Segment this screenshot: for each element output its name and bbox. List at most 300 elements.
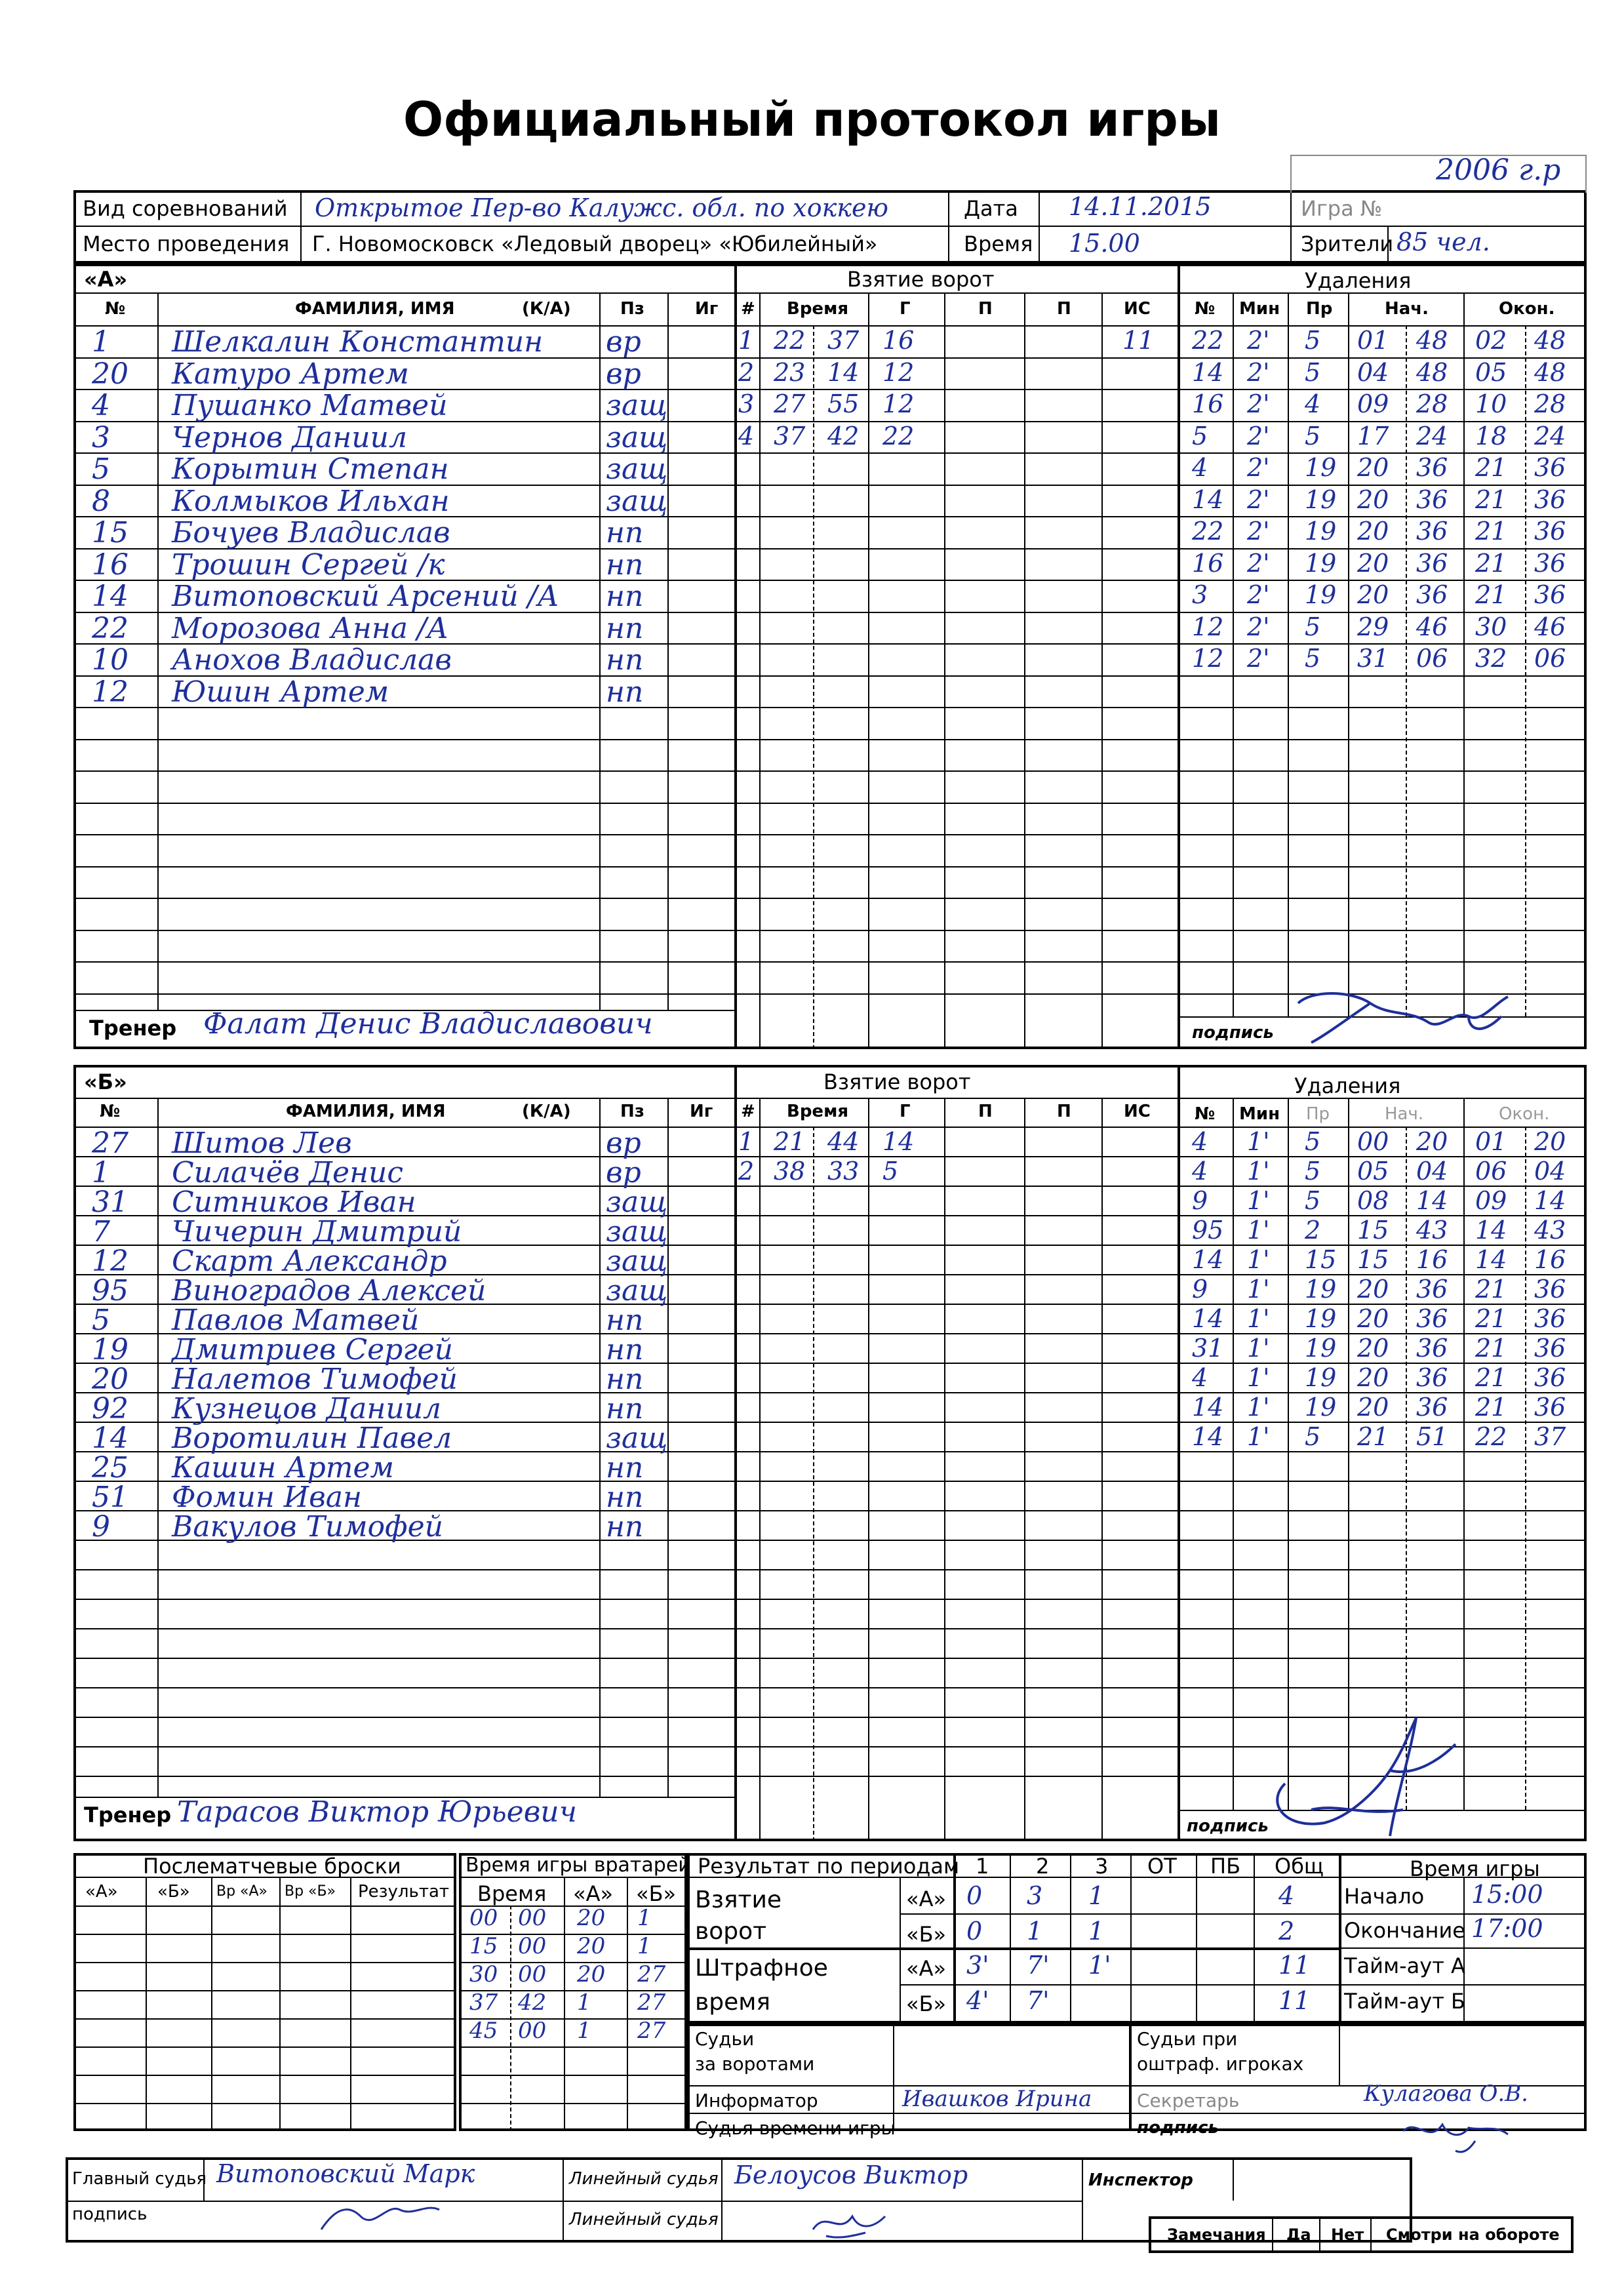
team_a-goal-scorer[interactable]: 16	[882, 326, 915, 355]
team_a-player-num[interactable]: 12	[92, 675, 129, 709]
team_a-penalty-reason[interactable]: 19	[1305, 580, 1337, 609]
team_a-penalty-reason[interactable]: 19	[1305, 485, 1337, 514]
team_b-penalty-start-min[interactable]: 08	[1357, 1186, 1389, 1215]
team_a-penalty-reason[interactable]: 19	[1305, 453, 1337, 482]
team_a-penalty-min[interactable]: 2'	[1247, 326, 1270, 355]
period-pen-a-value[interactable]: 7'	[1027, 1951, 1050, 1980]
team_b-penalty-end-min[interactable]: 22	[1475, 1422, 1507, 1451]
team_a-penalty-min[interactable]: 2'	[1247, 548, 1270, 578]
team_b-player-name[interactable]: Ситников Иван	[172, 1186, 416, 1219]
team_b-player-num[interactable]: 92	[92, 1392, 129, 1426]
team_a-penalty-end-min[interactable]: 21	[1475, 453, 1507, 482]
team_a-penalty-start-sec[interactable]: 48	[1416, 357, 1448, 387]
team_a-player-num[interactable]: 22	[92, 611, 129, 645]
team_a-player-name[interactable]: Корытин Степан	[172, 452, 449, 486]
period-goals-b-value[interactable]: 2	[1278, 1917, 1295, 1946]
team_a-penalty-end-min[interactable]: 21	[1475, 580, 1507, 609]
team_a-penalty-start-min[interactable]: 04	[1357, 357, 1389, 387]
competition-label: Вид соревнований	[83, 196, 288, 221]
team_a-player-num[interactable]: 5	[92, 452, 110, 486]
team_a-penalty-end-sec[interactable]: 46	[1534, 612, 1566, 641]
team_b-goal-min[interactable]: 38	[774, 1157, 806, 1186]
team_a-player-num[interactable]: 3	[92, 420, 110, 454]
team_b-penalty-num[interactable]: 4	[1192, 1127, 1208, 1156]
team_a-penalty-start-sec[interactable]: 24	[1416, 421, 1448, 450]
team_b-penalty-num[interactable]: 4	[1192, 1157, 1208, 1186]
team_a-player-name[interactable]: Трошин Сергей /к	[172, 548, 445, 582]
team_b-player-name[interactable]: Вакулов Тимофей	[172, 1510, 443, 1544]
team_b-penalty-end-sec[interactable]: 20	[1534, 1127, 1566, 1156]
team_b-penalty-start-min[interactable]: 20	[1357, 1275, 1389, 1304]
team_b-player-name[interactable]: Чичерин Дмитрий	[172, 1215, 462, 1248]
team_a-penalty-end-min[interactable]: 18	[1475, 421, 1507, 450]
team_b-player-pos[interactable]: вр	[606, 1156, 641, 1189]
team_b-penalty-reason[interactable]: 15	[1305, 1245, 1337, 1274]
team_b-penalty-num[interactable]: 9	[1192, 1275, 1208, 1304]
team_a-penalty-start-sec[interactable]: 48	[1416, 326, 1448, 355]
team_b-player-pos[interactable]: нп	[606, 1481, 644, 1514]
goalie-time-min[interactable]: 15	[469, 1933, 498, 1959]
team_a-penalty-end-min[interactable]: 21	[1475, 548, 1507, 578]
team_b-player-pos[interactable]: защ	[606, 1274, 668, 1307]
team_a-player-pos[interactable]: нп	[606, 643, 644, 677]
team_b-penalty-start-sec[interactable]: 36	[1416, 1363, 1448, 1392]
team_a-penalty-start-sec[interactable]: 36	[1416, 548, 1448, 578]
team_b-penalty-reason[interactable]: 2	[1305, 1216, 1321, 1245]
team_b-penalty-min[interactable]: 1'	[1247, 1334, 1270, 1363]
goalie-time-min[interactable]: 37	[469, 1989, 498, 2016]
team_a-goal-min[interactable]: 37	[774, 421, 806, 450]
team_b-player-name[interactable]: Налетов Тимофей	[172, 1363, 458, 1396]
team_b-penalty-end-min[interactable]: 21	[1475, 1334, 1507, 1363]
team_a-goal-n[interactable]: 3	[738, 389, 755, 418]
team_a-penalty-start-min[interactable]: 01	[1357, 326, 1389, 355]
team_b-penalty-min[interactable]: 1'	[1247, 1275, 1270, 1304]
team_b-penalty-end-sec[interactable]: 14	[1534, 1186, 1566, 1215]
team_b-goal-min[interactable]: 21	[774, 1127, 806, 1156]
team_b-penalty-num[interactable]: 14	[1192, 1393, 1224, 1422]
team_b-penalty-reason[interactable]: 19	[1305, 1393, 1337, 1422]
team_a-penalty-start-min[interactable]: 20	[1357, 548, 1389, 578]
team_b-penalty-start-min[interactable]: 15	[1357, 1245, 1389, 1274]
team_a-penalty-num[interactable]: 16	[1192, 389, 1224, 418]
team_b-penalty-min[interactable]: 1'	[1247, 1363, 1270, 1392]
team_a-goal-n[interactable]: 1	[738, 326, 755, 355]
team_b-penalty-start-min[interactable]: 15	[1357, 1216, 1389, 1245]
team_b-penalty-start-sec[interactable]: 36	[1416, 1304, 1448, 1333]
team_b-penalty-min[interactable]: 1'	[1247, 1186, 1270, 1215]
team_b-penalty-end-sec[interactable]: 36	[1534, 1334, 1566, 1363]
team_a-player-name[interactable]: Катуро Артем	[172, 357, 409, 391]
team_b-penalty-start-sec[interactable]: 04	[1416, 1157, 1448, 1186]
team_b-penalty-end-min[interactable]: 21	[1475, 1393, 1507, 1422]
team_a-penalty-start-min[interactable]: 31	[1357, 644, 1389, 673]
team_b-penalty-start-sec[interactable]: 51	[1416, 1422, 1448, 1451]
remarks-yes[interactable]: Да	[1286, 2225, 1311, 2244]
team_a-penalty-min[interactable]: 2'	[1247, 580, 1270, 609]
team_a-penalty-end-sec[interactable]: 36	[1534, 453, 1566, 482]
team_b-player-name[interactable]: Фомин Иван	[172, 1481, 362, 1514]
team_a-penalty-min[interactable]: 2'	[1247, 644, 1270, 673]
team_b-goal-sec[interactable]: 44	[827, 1127, 860, 1156]
team_a-penalty-min[interactable]: 2'	[1247, 612, 1270, 641]
goalie-time-sec[interactable]: 42	[518, 1989, 547, 2016]
team_a-penalty-start-min[interactable]: 29	[1357, 612, 1389, 641]
team_b-player-num[interactable]: 5	[92, 1304, 110, 1337]
team_a-penalty-min[interactable]: 2'	[1247, 517, 1270, 546]
team_b-penalty-num[interactable]: 31	[1192, 1334, 1224, 1363]
team_a-penalty-end-sec[interactable]: 36	[1534, 485, 1566, 514]
team_b-player-name[interactable]: Воротилин Павел	[172, 1422, 452, 1455]
team_b-player-name[interactable]: Кашин Артем	[172, 1451, 395, 1485]
team_b-goal-sec[interactable]: 33	[827, 1157, 860, 1186]
goalie-time-min[interactable]: 45	[469, 2018, 498, 2044]
goalie-b[interactable]: 27	[637, 1989, 666, 2016]
team_a-player-num[interactable]: 8	[92, 484, 110, 518]
team_a-player-name[interactable]: Шелкалин Константин	[172, 325, 544, 359]
team_a-goal-sec[interactable]: 14	[827, 357, 860, 387]
remarks-no[interactable]: Нет	[1331, 2225, 1364, 2244]
team_a-penalty-num[interactable]: 22	[1192, 326, 1224, 355]
team_b-penalty-end-sec[interactable]: 37	[1534, 1422, 1566, 1451]
team_b-penalty-min[interactable]: 1'	[1247, 1422, 1270, 1451]
team_b-penalty-end-sec[interactable]: 36	[1534, 1393, 1566, 1422]
team_b-player-num[interactable]: 7	[92, 1215, 110, 1248]
team_b-player-num[interactable]: 25	[92, 1451, 129, 1485]
team_a-player-pos[interactable]: вр	[606, 325, 641, 359]
goalie-b[interactable]: 27	[637, 1961, 666, 1987]
team_b-penalty-start-sec[interactable]: 20	[1416, 1127, 1448, 1156]
team_a-penalty-end-sec[interactable]: 28	[1534, 389, 1566, 418]
period-goals-b-value[interactable]: 0	[966, 1917, 983, 1946]
team_b-player-num[interactable]: 12	[92, 1245, 129, 1278]
team_a-player-pos[interactable]: нп	[606, 675, 644, 709]
team_b-penalty-min[interactable]: 1'	[1247, 1393, 1270, 1422]
team_a-player-name[interactable]: Бочуев Владислав	[172, 516, 450, 549]
team_b-penalty-end-sec[interactable]: 36	[1534, 1304, 1566, 1333]
team_a-goal-is[interactable]: 11	[1122, 326, 1155, 355]
team_b-penalty-reason[interactable]: 19	[1305, 1275, 1337, 1304]
team_b-player-pos[interactable]: защ	[606, 1215, 668, 1248]
team_b-penalty-reason[interactable]: 19	[1305, 1363, 1337, 1392]
team_a-goal-scorer[interactable]: 12	[882, 389, 915, 418]
team_a-player-pos[interactable]: вр	[606, 357, 641, 391]
team_a-penalty-start-min[interactable]: 20	[1357, 453, 1389, 482]
goalie-time-sec[interactable]: 00	[518, 1961, 547, 1987]
team_a-player-pos[interactable]: нп	[606, 580, 644, 613]
team_a-goal-min[interactable]: 27	[774, 389, 806, 418]
period-goals-a-value[interactable]: 0	[966, 1881, 983, 1910]
team_b-penalty-num[interactable]: 14	[1192, 1422, 1224, 1451]
goalie-time-sec[interactable]: 00	[518, 1905, 547, 1931]
team_b-player-name[interactable]: Силачёв Денис	[172, 1156, 404, 1189]
period-pen-b-value[interactable]: 11	[1278, 1986, 1311, 2015]
team_a-penalty-end-sec[interactable]: 06	[1534, 644, 1566, 673]
penalty-judges-label-1: Судьи при	[1137, 2028, 1238, 2050]
team_a-player-num[interactable]: 15	[92, 516, 129, 549]
goalie-time-min[interactable]: 00	[469, 1905, 498, 1931]
goalie-a[interactable]: 20	[577, 1905, 606, 1931]
team_b-goal-n[interactable]: 2	[738, 1157, 755, 1186]
team_a-penalty-end-sec[interactable]: 48	[1534, 326, 1566, 355]
team_a-penalty-end-min[interactable]: 05	[1475, 357, 1507, 387]
period-pen-a-value[interactable]: 1'	[1088, 1951, 1111, 1980]
team_a-penalty-min[interactable]: 2'	[1247, 421, 1270, 450]
team_a-penalty-num[interactable]: 14	[1192, 357, 1224, 387]
team_a-player-num[interactable]: 4	[92, 389, 110, 422]
team_b-penalty-num[interactable]: 9	[1192, 1186, 1208, 1215]
team_b-player-num[interactable]: 95	[92, 1274, 129, 1307]
team_a-penalty-num[interactable]: 12	[1192, 644, 1224, 673]
team_a-penalty-start-min[interactable]: 09	[1357, 389, 1389, 418]
team_a-goal-min[interactable]: 22	[774, 326, 806, 355]
team_a-penalty-reason[interactable]: 19	[1305, 548, 1337, 578]
team_a-player-name[interactable]: Пушанко Матвей	[172, 389, 448, 422]
team_a-penalty-reason[interactable]: 4	[1305, 389, 1321, 418]
team_a-penalty-reason[interactable]: 5	[1305, 421, 1321, 450]
team_b-penalty-start-sec[interactable]: 36	[1416, 1275, 1448, 1304]
team_b-player-pos[interactable]: нп	[606, 1363, 644, 1396]
team_b-player-pos[interactable]: нп	[606, 1333, 644, 1367]
team_a-penalty-end-sec[interactable]: 36	[1534, 548, 1566, 578]
period-pen-b-value[interactable]: 4'	[966, 1986, 989, 2015]
team_a-penalty-num[interactable]: 14	[1192, 485, 1224, 514]
team_a-player-name[interactable]: Анохов Владислав	[172, 643, 452, 677]
team_a-penalty-num[interactable]: 4	[1192, 453, 1208, 482]
team_a-penalty-end-sec[interactable]: 48	[1534, 357, 1566, 387]
team_b-player-pos[interactable]: защ	[606, 1245, 668, 1278]
team_a-player-pos[interactable]: защ	[606, 420, 668, 454]
team_b-penalty-reason[interactable]: 5	[1305, 1127, 1321, 1156]
goalie-time-sec[interactable]: 00	[518, 1933, 547, 1959]
team_b-penalty-min[interactable]: 1'	[1247, 1216, 1270, 1245]
team_b-player-num[interactable]: 20	[92, 1363, 129, 1396]
team_b-player-pos[interactable]: защ	[606, 1422, 668, 1455]
team_a-player-pos[interactable]: защ	[606, 484, 668, 518]
team_b-penalty-min[interactable]: 1'	[1247, 1127, 1270, 1156]
team_a-penalty-start-sec[interactable]: 06	[1416, 644, 1448, 673]
team_b-player-num[interactable]: 9	[92, 1510, 110, 1544]
goalie-a[interactable]: 1	[577, 1989, 591, 2016]
period-goals-a-value[interactable]: 3	[1027, 1881, 1043, 1910]
team_a-penalty-start-min[interactable]: 20	[1357, 485, 1389, 514]
team_b-player-name[interactable]: Кузнецов Даниил	[172, 1392, 442, 1426]
team_a-penalty-end-min[interactable]: 02	[1475, 326, 1507, 355]
team_b-penalty-num[interactable]: 4	[1192, 1363, 1208, 1392]
team_a-penalty-end-sec[interactable]: 36	[1534, 580, 1566, 609]
goalie-a[interactable]: 20	[577, 1933, 606, 1959]
team_a-penalty-reason[interactable]: 5	[1305, 357, 1321, 387]
goalie-time-sec[interactable]: 00	[518, 2018, 547, 2044]
team_a-penalty-reason[interactable]: 5	[1305, 612, 1321, 641]
team_b-penalty-end-sec[interactable]: 36	[1534, 1363, 1566, 1392]
team_b-player-name[interactable]: Павлов Матвей	[172, 1304, 420, 1337]
team_b-penalty-start-min[interactable]: 20	[1357, 1334, 1389, 1363]
goalie-a[interactable]: 1	[577, 2018, 591, 2044]
goalie-b[interactable]: 1	[637, 1933, 652, 1959]
period-ot: ОТ	[1147, 1854, 1177, 1879]
team_a-player-name[interactable]: Витоповский Арсений /А	[172, 580, 559, 613]
team_a-penalty-reason[interactable]: 19	[1305, 517, 1337, 546]
team_a-penalty-start-sec[interactable]: 36	[1416, 485, 1448, 514]
team_b-penalty-end-min[interactable]: 21	[1475, 1304, 1507, 1333]
team_b-penalty-end-min[interactable]: 01	[1475, 1127, 1507, 1156]
team_b-player-name[interactable]: Шитов Лев	[172, 1127, 352, 1160]
team_b-player-name[interactable]: Дмитриев Сергей	[172, 1333, 453, 1367]
team_b-player-num[interactable]: 27	[92, 1127, 129, 1160]
team_a-penalty-start-sec[interactable]: 36	[1416, 517, 1448, 546]
team_b-penalty-end-min[interactable]: 09	[1475, 1186, 1507, 1215]
team_b-penalty-reason[interactable]: 19	[1305, 1334, 1337, 1363]
team_a-goal-min[interactable]: 23	[774, 357, 806, 387]
team_a-penalty-min[interactable]: 2'	[1247, 485, 1270, 514]
team_b-player-pos[interactable]: защ	[606, 1186, 668, 1219]
team_b-penalty-start-sec[interactable]: 14	[1416, 1186, 1448, 1215]
team_a-player-pos[interactable]: нп	[606, 516, 644, 549]
team_b-player-num[interactable]: 14	[92, 1422, 129, 1455]
team_a-player-pos[interactable]: нп	[606, 611, 644, 645]
team_b-player-num[interactable]: 51	[92, 1481, 129, 1514]
team_a-player-num[interactable]: 1	[92, 325, 110, 359]
team_b-penalty-end-sec[interactable]: 36	[1534, 1275, 1566, 1304]
team_b-penalty-start-sec[interactable]: 43	[1416, 1216, 1448, 1245]
team_a-player-pos[interactable]: защ	[606, 389, 668, 422]
team_b-penalty-num[interactable]: 95	[1192, 1216, 1224, 1245]
team_a-penalty-start-min[interactable]: 17	[1357, 421, 1389, 450]
team_b-penalty-start-sec[interactable]: 16	[1416, 1245, 1448, 1274]
team_a-penalty-min[interactable]: 2'	[1247, 453, 1270, 482]
team_b-penalty-end-min[interactable]: 14	[1475, 1245, 1507, 1274]
period-goals-b-value[interactable]: 1	[1088, 1917, 1105, 1946]
team_a-goal-sec[interactable]: 42	[827, 421, 860, 450]
team_b-player-num[interactable]: 1	[92, 1156, 110, 1189]
period-goals-a-value[interactable]: 1	[1088, 1881, 1105, 1910]
team_a-player-num[interactable]: 20	[92, 357, 129, 391]
team_b-penalty-num[interactable]: 14	[1192, 1245, 1224, 1274]
team_b-penalty-start-min[interactable]: 20	[1357, 1304, 1389, 1333]
team_b-penalty-reason[interactable]: 5	[1305, 1186, 1321, 1215]
team_b-penalty-end-min[interactable]: 21	[1475, 1363, 1507, 1392]
goalie-time-min[interactable]: 30	[469, 1961, 498, 1987]
team_a-penalty-end-min[interactable]: 21	[1475, 517, 1507, 546]
team_a-penalty-end-sec[interactable]: 36	[1534, 517, 1566, 546]
team_a-goal-n[interactable]: 4	[738, 421, 755, 450]
team_b-player-pos[interactable]: нп	[606, 1451, 644, 1485]
b-col-pr: Пр	[1306, 1104, 1330, 1124]
team_b-goal-scorer[interactable]: 5	[882, 1157, 899, 1186]
goalie-b[interactable]: 27	[637, 2018, 666, 2044]
goalie-b[interactable]: 1	[637, 1905, 652, 1931]
team_b-penalty-reason[interactable]: 5	[1305, 1422, 1321, 1451]
team_a-penalty-start-sec[interactable]: 36	[1416, 453, 1448, 482]
goalie-a[interactable]: 20	[577, 1961, 606, 1987]
team_a-player-num[interactable]: 10	[92, 643, 129, 677]
team_a-player-pos[interactable]: защ	[606, 452, 668, 486]
team_b-penalty-start-min[interactable]: 20	[1357, 1363, 1389, 1392]
col-p2: П	[1057, 299, 1071, 319]
team_b-penalty-start-min[interactable]: 00	[1357, 1127, 1389, 1156]
team_a-goal-scorer[interactable]: 22	[882, 421, 915, 450]
team_a-penalty-end-sec[interactable]: 24	[1534, 421, 1566, 450]
team_b-player-num[interactable]: 31	[92, 1186, 129, 1219]
team_b-player-pos[interactable]: вр	[606, 1127, 641, 1160]
team_a-goal-sec[interactable]: 37	[827, 326, 860, 355]
team_b-penalty-reason[interactable]: 19	[1305, 1304, 1337, 1333]
period-pen-a-value[interactable]: 11	[1278, 1951, 1311, 1980]
team_b-penalty-reason[interactable]: 5	[1305, 1157, 1321, 1186]
period-2: 2	[1036, 1854, 1050, 1879]
team_a-player-name[interactable]: Юшин Артем	[172, 675, 389, 709]
team_a-penalty-start-sec[interactable]: 28	[1416, 389, 1448, 418]
period-goals-b-value[interactable]: 1	[1027, 1917, 1043, 1946]
team_b-player-num[interactable]: 19	[92, 1333, 129, 1367]
team_b-penalty-min[interactable]: 1'	[1247, 1245, 1270, 1274]
team_b-player-pos[interactable]: нп	[606, 1392, 644, 1426]
team_a-penalty-end-min[interactable]: 10	[1475, 389, 1507, 418]
team_a-goal-n[interactable]: 2	[738, 357, 755, 387]
team_b-penalty-end-sec[interactable]: 16	[1534, 1245, 1566, 1274]
team_a-penalty-num[interactable]: 22	[1192, 517, 1224, 546]
team_a-penalty-end-min[interactable]: 32	[1475, 644, 1507, 673]
team_a-penalty-min[interactable]: 2'	[1247, 357, 1270, 387]
team_b-penalty-start-min[interactable]: 21	[1357, 1422, 1389, 1451]
team_a-penalty-num[interactable]: 5	[1192, 421, 1208, 450]
team_b-penalty-start-sec[interactable]: 36	[1416, 1334, 1448, 1363]
team_a-penalty-start-sec[interactable]: 36	[1416, 580, 1448, 609]
team_b-penalty-min[interactable]: 1'	[1247, 1304, 1270, 1333]
team_a-goal-sec[interactable]: 55	[827, 389, 860, 418]
team_b-penalty-min[interactable]: 1'	[1247, 1157, 1270, 1186]
team_a-penalty-reason[interactable]: 5	[1305, 644, 1321, 673]
team_b-player-pos[interactable]: нп	[606, 1304, 644, 1337]
team_a-player-name[interactable]: Колмыков Ильхан	[172, 484, 450, 518]
team_b-player-name[interactable]: Виноградов Алексей	[172, 1274, 486, 1307]
team_a-penalty-start-min[interactable]: 20	[1357, 580, 1389, 609]
team_a-penalty-reason[interactable]: 5	[1305, 326, 1321, 355]
team_b-penalty-end-sec[interactable]: 43	[1534, 1216, 1566, 1245]
team_a-penalty-min[interactable]: 2'	[1247, 389, 1270, 418]
team_a-penalty-num[interactable]: 12	[1192, 612, 1224, 641]
team_b-penalty-end-min[interactable]: 21	[1475, 1275, 1507, 1304]
team_a-player-name[interactable]: Морозова Анна /А	[172, 611, 449, 645]
team_b-penalty-start-min[interactable]: 20	[1357, 1393, 1389, 1422]
team_b-goal-scorer[interactable]: 14	[882, 1127, 915, 1156]
team_a-penalty-end-min[interactable]: 21	[1475, 485, 1507, 514]
team_b-penalty-end-min[interactable]: 06	[1475, 1157, 1507, 1186]
team_a-player-name[interactable]: Чернов Даниил	[172, 420, 407, 454]
period-goals-a-value[interactable]: 4	[1278, 1881, 1295, 1910]
period-pen-b-value[interactable]: 7'	[1027, 1986, 1050, 2015]
team_a-penalty-num[interactable]: 3	[1192, 580, 1208, 609]
team_a-player-num[interactable]: 14	[92, 580, 129, 613]
team_b-penalty-end-min[interactable]: 14	[1475, 1216, 1507, 1245]
team_b-penalty-start-sec[interactable]: 36	[1416, 1393, 1448, 1422]
period-pen-a-value[interactable]: 3'	[966, 1951, 989, 1980]
team_b-player-name[interactable]: Скарт Александр	[172, 1245, 447, 1278]
team_b-goal-n[interactable]: 1	[738, 1127, 755, 1156]
team_b-penalty-num[interactable]: 14	[1192, 1304, 1224, 1333]
team_a-penalty-end-min[interactable]: 30	[1475, 612, 1507, 641]
team_b-penalty-end-sec[interactable]: 04	[1534, 1157, 1566, 1186]
team_a-player-pos[interactable]: нп	[606, 548, 644, 582]
team_a-player-num[interactable]: 16	[92, 548, 129, 582]
team_a-penalty-num[interactable]: 16	[1192, 548, 1224, 578]
team_a-goal-scorer[interactable]: 12	[882, 357, 915, 387]
team_a-penalty-start-sec[interactable]: 46	[1416, 612, 1448, 641]
team_b-penalty-start-min[interactable]: 05	[1357, 1157, 1389, 1186]
team_a-penalty-start-min[interactable]: 20	[1357, 517, 1389, 546]
team_b-player-pos[interactable]: нп	[606, 1510, 644, 1544]
